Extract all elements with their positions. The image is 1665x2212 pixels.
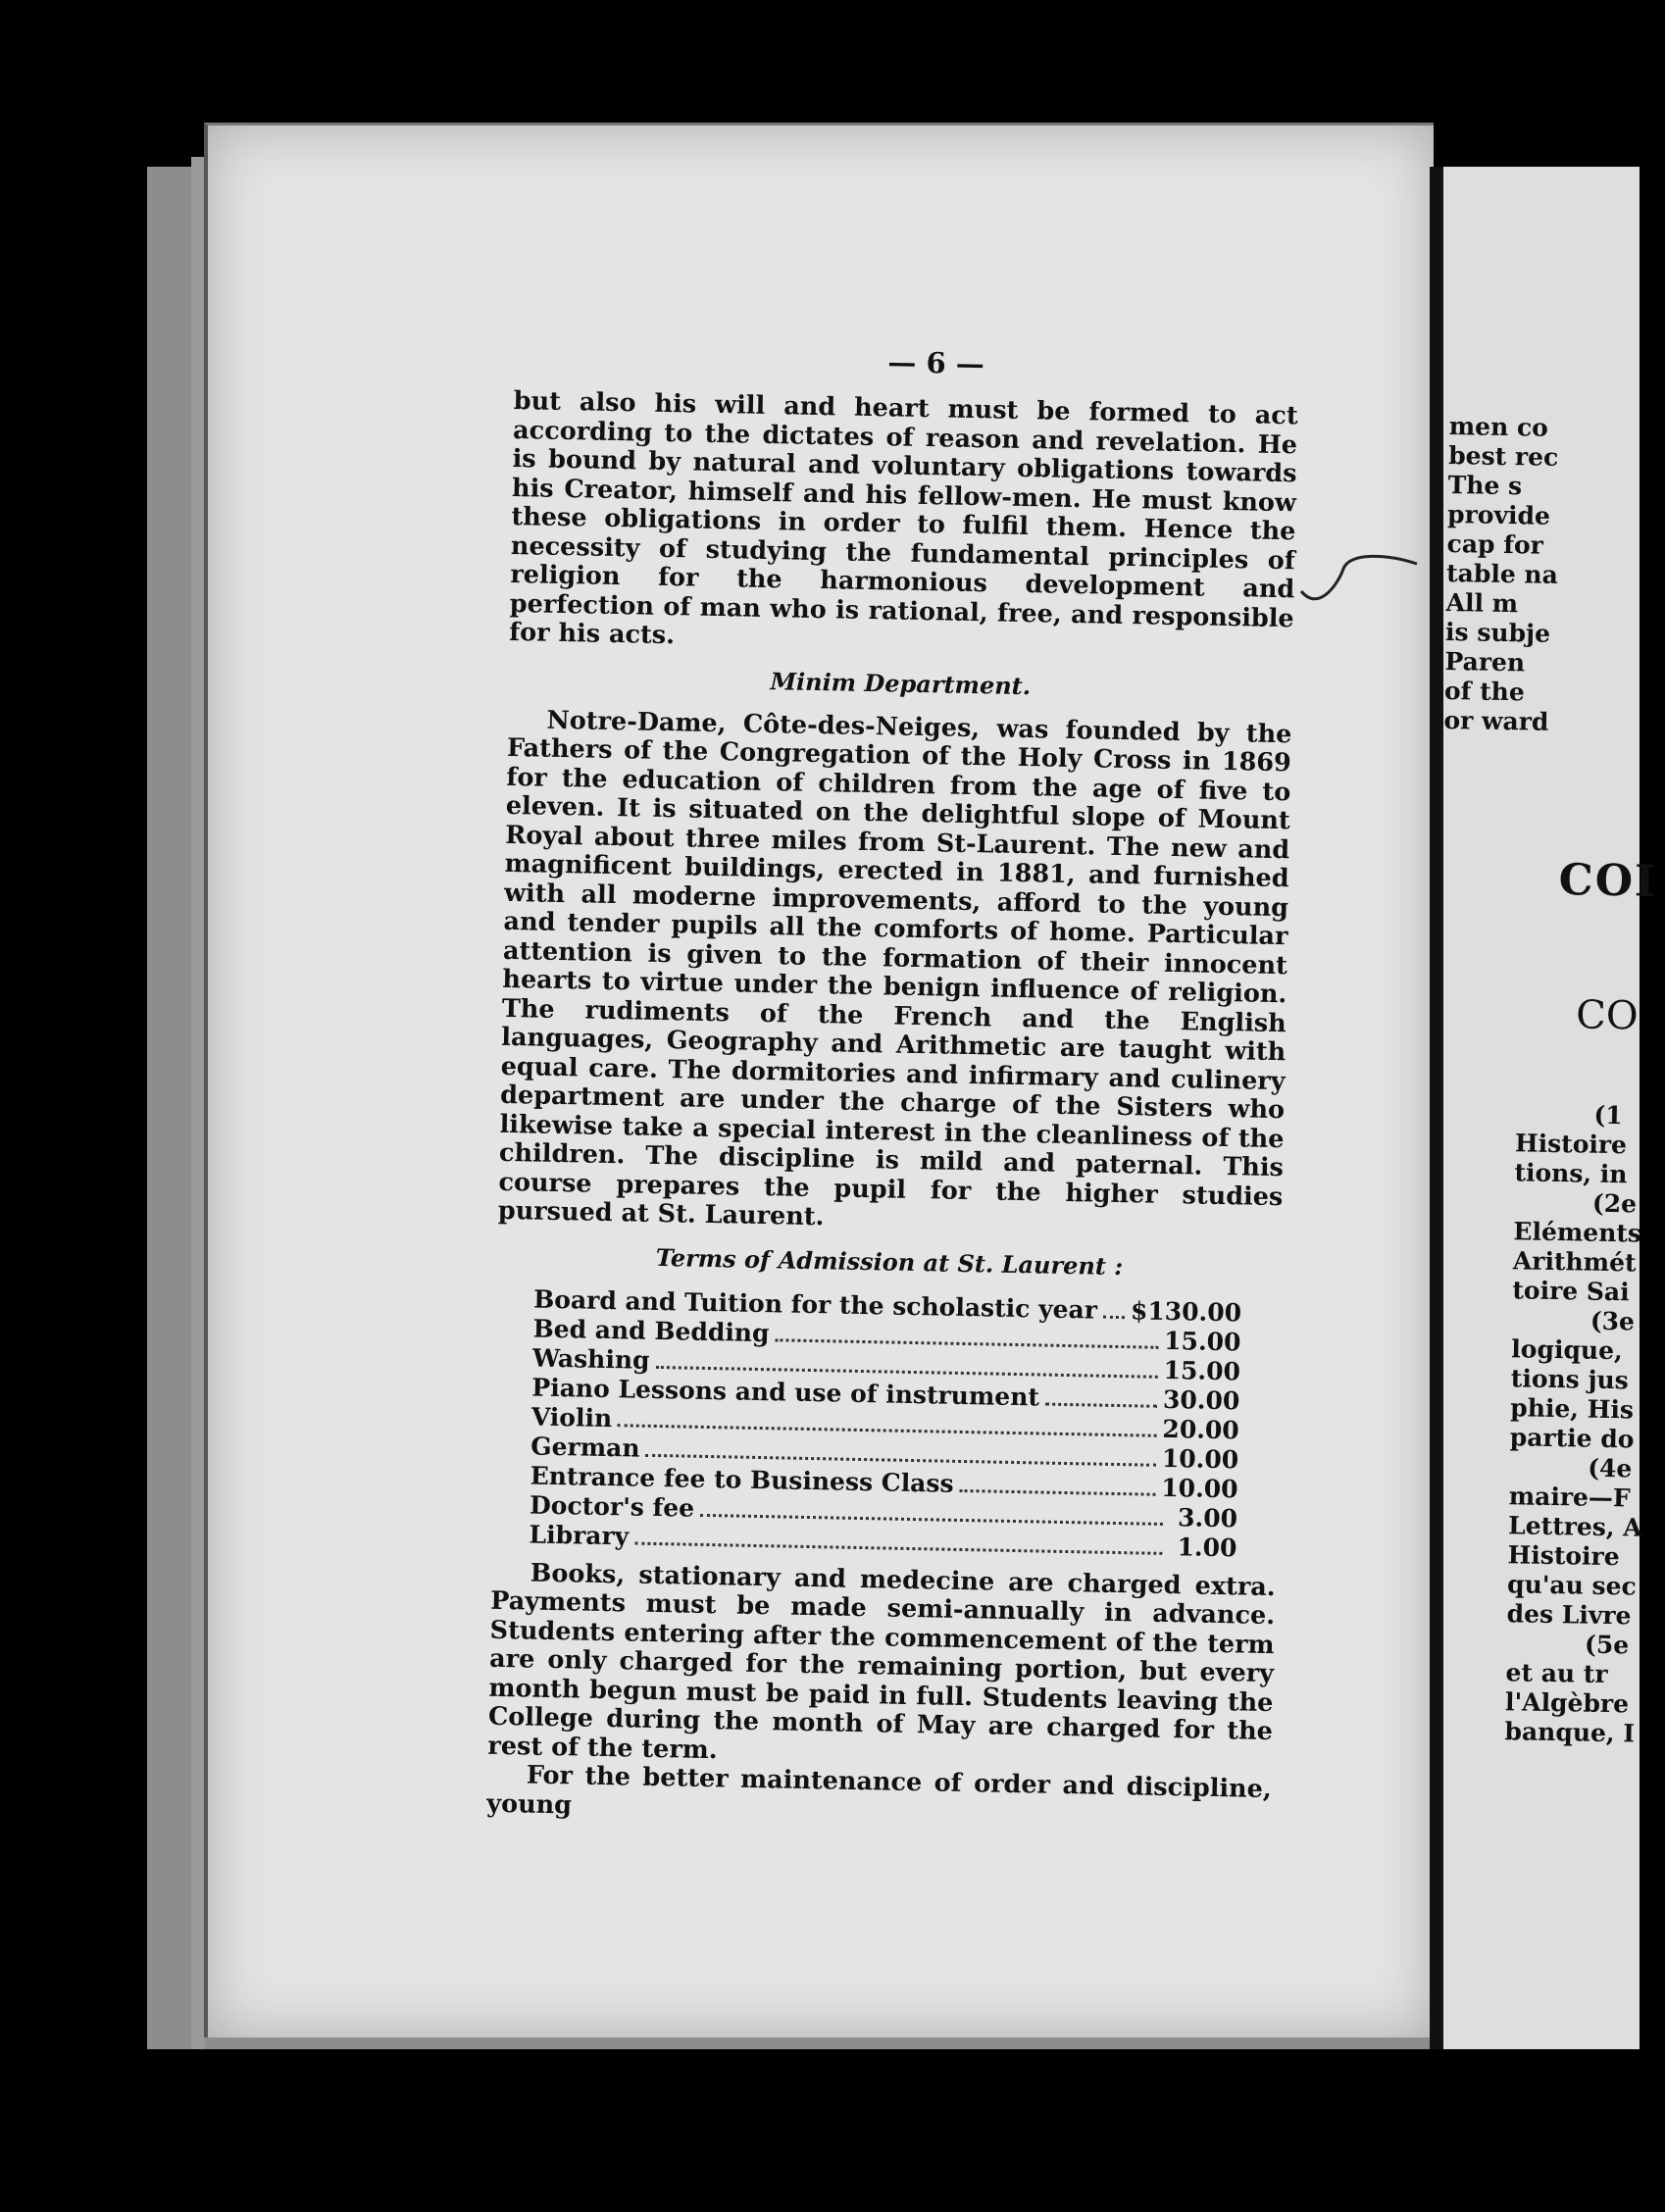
fee-label: Piano Lessons and use of instrument bbox=[531, 1373, 1040, 1411]
right-page-line: table na bbox=[1445, 558, 1559, 589]
minim-paragraph: Notre-Dame, Côte-des-Neiges, was founded by the Fathers of the Congregation of the Holy Cross in 1869 for the education of children from the age of five to eleven. It is situated on the delightful slope of Mount Royal about three miles from St-Laurent. The new and magnificent buildings, erected in 1881, and furnished with all moderne improvements, afford to the young and tender pupils all the comforts of home. Particular attention is given to the formation of their innocent hearts to virtue under the benign influence of religion. The rudiments of the French and the English languages, Geography and Arithmetic are taught with equal care. The dormitories and infirmary and culinery department are under the charge of the Sisters who likewise take a special interest in the cleanliness of the children. The discipline is mild and paternal. This course prepares the pupil for the higher studies pursued at St. Laurent. bbox=[497, 705, 1292, 1232]
fee-amount: 10.00 bbox=[1161, 1443, 1239, 1474]
right-page-line: Paren bbox=[1444, 646, 1526, 678]
right-page-line: toire Sai bbox=[1512, 1276, 1630, 1307]
right-page-line: logique, bbox=[1511, 1334, 1623, 1366]
fee-amount: 1.00 bbox=[1177, 1532, 1237, 1562]
fee-leader-dots bbox=[959, 1488, 1155, 1495]
right-page-line: (2e bbox=[1591, 1188, 1638, 1219]
right-page-line: Lettres, A bbox=[1507, 1511, 1642, 1542]
right-page-line: best rec bbox=[1447, 440, 1559, 472]
scan-bottom-border bbox=[147, 2049, 1640, 2212]
right-page-line: (4e bbox=[1587, 1453, 1633, 1483]
fee-amount: 30.00 bbox=[1162, 1384, 1240, 1415]
closing-line: For the better maintenance of order and discipline, young bbox=[486, 1760, 1273, 1820]
fee-leader-dots bbox=[634, 1541, 1162, 1554]
fee-amount: 15.00 bbox=[1163, 1326, 1241, 1356]
fee-label: German bbox=[530, 1432, 640, 1463]
right-page-line: des Livre bbox=[1506, 1599, 1632, 1631]
right-page-line: (3e bbox=[1589, 1306, 1636, 1336]
fee-amount: 20.00 bbox=[1162, 1414, 1240, 1444]
right-page-line: All m bbox=[1445, 587, 1519, 619]
pencil-mark bbox=[1299, 544, 1446, 623]
fee-label: Violin bbox=[530, 1402, 613, 1433]
page-edge bbox=[191, 157, 205, 2049]
right-page-line: tions jus bbox=[1510, 1364, 1630, 1395]
right-page-line: or ward bbox=[1443, 705, 1549, 736]
right-page-line: tions, in bbox=[1514, 1158, 1628, 1189]
fee-label: Library bbox=[529, 1520, 630, 1550]
fee-label: Board and Tuition for the scholastic year bbox=[532, 1284, 1098, 1325]
right-page-line: l'Algèbre bbox=[1504, 1687, 1630, 1719]
fee-amount: 15.00 bbox=[1163, 1355, 1241, 1385]
right-page-line: (1 bbox=[1593, 1100, 1623, 1131]
right-page-line: provide bbox=[1446, 499, 1551, 530]
book-spine bbox=[1430, 167, 1443, 2059]
fee-leader-dots bbox=[1103, 1315, 1125, 1318]
right-page-line: of the bbox=[1443, 676, 1526, 707]
fee-label: Entrance fee to Business Class bbox=[530, 1461, 954, 1498]
right-page-line: Eléments bbox=[1513, 1217, 1642, 1248]
right-page-line: phie, His bbox=[1510, 1393, 1635, 1425]
right-page-line: et au tr bbox=[1505, 1658, 1608, 1689]
right-page-line: partie do bbox=[1509, 1423, 1635, 1454]
fee-amount: $130.00 bbox=[1130, 1295, 1242, 1327]
fee-leader-dots bbox=[700, 1513, 1163, 1525]
terms-heading: Terms of Admission at St. Laurent : bbox=[655, 1242, 1124, 1281]
fee-amount: 10.00 bbox=[1161, 1473, 1238, 1503]
left-page-text bbox=[486, 338, 1299, 1834]
right-page-heading-2: CO bbox=[1575, 992, 1640, 1039]
intro-paragraph: but also his will and heart must be formed to act according to the dictates of reason and revelation. He is bound by natural and voluntary obligations towards his Creator, himself and his fellow-men. He must know these obligations in order to fulfil them. Hence the necessity of studying the fundamental principles of religion for the harmonious development and perfection of man who is rational, free, and responsible for his acts. bbox=[508, 385, 1298, 651]
minim-department-heading: Minim Department. bbox=[770, 666, 1032, 700]
right-page-lower-block bbox=[1504, 1099, 1649, 1748]
right-page-line: qu'au sec bbox=[1506, 1570, 1637, 1601]
page-number: — 6 — bbox=[887, 345, 985, 381]
fee-table bbox=[529, 1284, 1241, 1563]
right-page-line: is subje bbox=[1444, 617, 1551, 648]
right-page-line: Histoire bbox=[1507, 1540, 1620, 1572]
fee-leader-dots bbox=[775, 1338, 1158, 1349]
right-page-line: The s bbox=[1447, 470, 1523, 501]
fee-label: Bed and Bedding bbox=[532, 1314, 770, 1347]
right-page-line: cap for bbox=[1446, 528, 1544, 560]
fee-leader-dots bbox=[1045, 1402, 1157, 1407]
right-page-heading-1: COI bbox=[1558, 855, 1658, 907]
right-page-line: Arithmét bbox=[1512, 1246, 1637, 1278]
fee-label: Doctor's fee bbox=[529, 1490, 695, 1523]
fee-amount: 3.00 bbox=[1177, 1502, 1238, 1533]
right-page-upper-block bbox=[1443, 412, 1560, 737]
right-page-line: (5e bbox=[1584, 1630, 1630, 1660]
right-page-line: banque, I bbox=[1504, 1717, 1636, 1748]
books-paragraph: Books, stationary and medecine are charged extra. Payments must be made semi-annually in advance. Students entering after the commencement of the term are only charged for the remaining portion, but every month begun must be paid in full. Students leaving the College during the month of May are charged for the rest of the term. bbox=[487, 1558, 1276, 1765]
right-page-line: Histoire bbox=[1514, 1129, 1628, 1160]
right-page-line: maire—F bbox=[1508, 1482, 1631, 1513]
fee-label: Washing bbox=[531, 1343, 650, 1375]
right-page-line: men co bbox=[1448, 412, 1549, 442]
